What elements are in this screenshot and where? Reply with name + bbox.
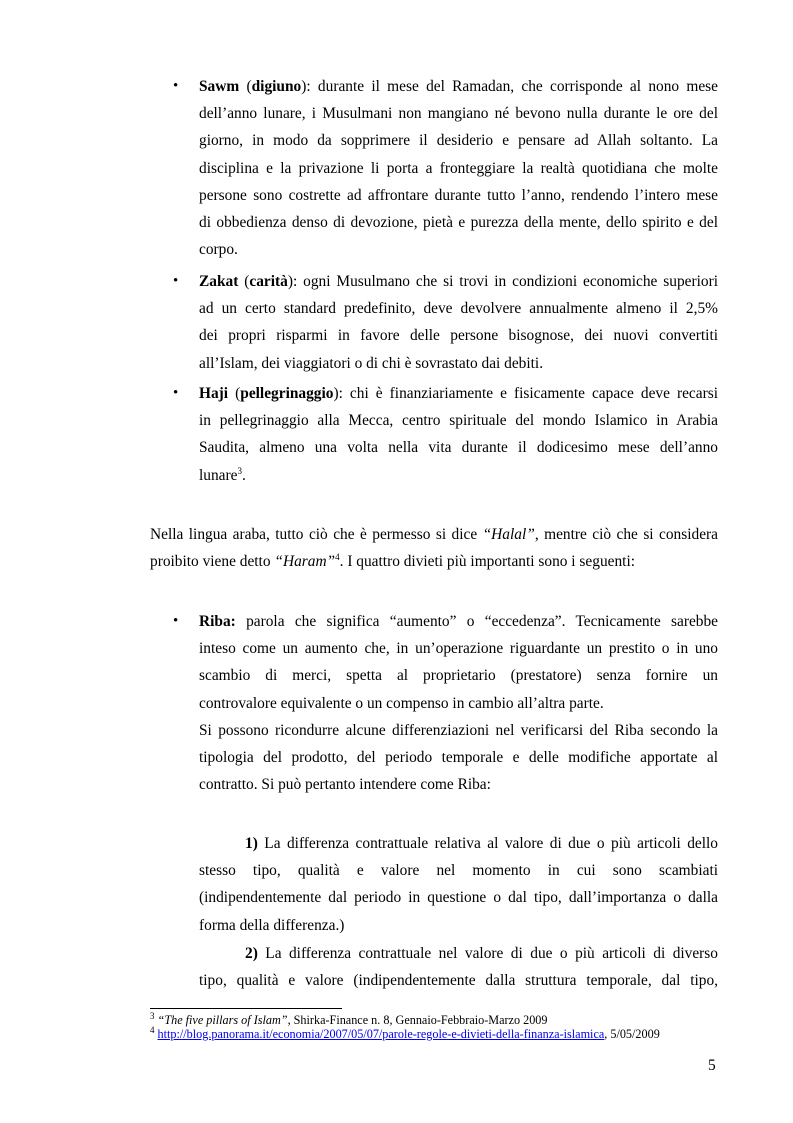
text-line: dei propri risparmi in favore delle persone bisognose, dei nuovi convertiti bbox=[199, 327, 718, 345]
bullet-riba bbox=[173, 608, 718, 798]
text-line: giorno, in modo da sopprimere il desiderio e pensare ad Allah soltanto. La bbox=[199, 132, 718, 150]
text-line: in pellegrinaggio alla Mecca, centro spirituale del mondo Islamico in Arabia bbox=[199, 412, 718, 430]
footnote-4-link[interactable]: http://blog.panorama.it/economia/2007/05/07/parole-regole-e-divieti-della-finanza-islamica bbox=[157, 1027, 605, 1041]
footnote-ref-4[interactable]: 4 bbox=[335, 552, 340, 563]
bullet-riba-line-1: Riba: parola che significa “aumento” o “eccedenza”. Tecnicamente sarebbe bbox=[199, 613, 718, 630]
term-haji: Haji bbox=[199, 385, 229, 402]
gloss-carita: carità bbox=[249, 273, 288, 290]
text-line: scambio di merci, spetta al proprietario (prestatore) senza fornire un bbox=[199, 667, 718, 685]
text-line: contratto. Si può pertanto intendere come Riba: bbox=[199, 776, 491, 794]
text-line: dell’anno lunare, i Musulmani non mangiano né bevono nulla durante le ore del bbox=[199, 105, 718, 123]
text-line: tipologia del prodotto, del periodo temporale e delle modifiche apportate al bbox=[199, 749, 718, 767]
footnote-3: $^3$ “The five pillars of Islam”, Shirka-Finance n. 8, Gennaio-Febbraio-Marzo 2009 bbox=[150, 1010, 548, 1027]
text-line: di obbedienza denso di devozione, pietà e purezza della mente, dello spirito e del bbox=[199, 214, 718, 232]
text-line: forma della differenza.) bbox=[199, 916, 345, 934]
bullet-dot: • bbox=[173, 273, 179, 289]
halal-haram-paragraph bbox=[150, 521, 718, 575]
footnotes bbox=[150, 1010, 750, 1041]
bullet-dot: • bbox=[173, 385, 179, 401]
text-line: 1) La differenza contrattuale relativa al valore di due o più articoli dello bbox=[245, 835, 718, 852]
bullet-sawm-line-1: Sawm (digiuno): durante il mese del Ramadan, che corrisponde al nono mese bbox=[199, 78, 718, 95]
text-line: ad un certo standard predefinito, deve devolvere annualmente almeno il 2,5% bbox=[199, 300, 718, 318]
text-line: Nella lingua araba, tutto ciò che è permesso si dice “Halal”, mentre ciò che si considera bbox=[150, 526, 718, 543]
gloss-pellegrinaggio: pellegrinaggio bbox=[240, 385, 334, 402]
bullet-sawm bbox=[173, 73, 718, 263]
bullet-haji-line-1: Haji (pellegrinaggio): chi è finanziariamente e fisicamente capace deve recarsi bbox=[199, 385, 718, 402]
text-line: 2) La differenza contrattuale nel valore di due o più articoli di diverso bbox=[245, 945, 718, 962]
riba-item-1 bbox=[199, 830, 718, 939]
page-number: 5 bbox=[708, 1057, 716, 1074]
text-line: controvalore equivalente o un compenso in cambio all’altra parte. bbox=[199, 694, 604, 712]
text-line: persone sono costrette ad affrontare durante tutto l’anno, rendendo l’intero mese bbox=[199, 186, 718, 204]
text-line: lunare$^3$. bbox=[199, 465, 246, 484]
footnote-4: $^4$ http://blog.panorama.it/economia/2007/05/07/parole-regole-e-divieti-della-finanza-islamica, 5/05/2009 bbox=[150, 1024, 660, 1041]
text-line: all’Islam, dei viaggiatori o di chi è sovrastato dai debiti. bbox=[199, 354, 544, 372]
riba-item-2 bbox=[199, 940, 718, 994]
text-line: Saudita, almeno una volta nella vita durante il dodicesimo mese dell’anno bbox=[199, 439, 718, 457]
term-halal: “Halal” bbox=[482, 526, 535, 543]
text-line: inteso come un aumento che, in un’operazione riguardante un prestito o in uno bbox=[199, 640, 718, 658]
text-line: stesso tipo, qualità e valore nel momento in cui sono scambiati bbox=[199, 862, 718, 880]
bullet-zakat-line-1: Zakat (carità): ogni Musulmano che si trovi in condizioni economiche superiori bbox=[199, 273, 718, 290]
footnote-separator bbox=[150, 1008, 342, 1009]
text-line: tipo, qualità e valore (indipendentemente dalla struttura temporale, dal tipo, bbox=[199, 972, 718, 990]
term-sawm: Sawm bbox=[199, 78, 240, 95]
text-line: proibito viene detto “Haram”$^4$. I quattro divieti più importanti sono i seguenti: bbox=[150, 552, 636, 571]
text-line: disciplina e la privazione li porta a fronteggiare la realtà quotidiana che molte bbox=[199, 159, 718, 177]
text-line: (indipendentemente dal periodo in questione o dal tipo, dall’importanza o dalla bbox=[199, 889, 718, 907]
bullet-haji bbox=[173, 380, 718, 489]
term-riba: Riba: bbox=[199, 613, 236, 630]
text-line: corpo. bbox=[199, 241, 238, 259]
bullet-dot: • bbox=[173, 613, 179, 629]
bullet-zakat bbox=[173, 268, 718, 377]
footnote-ref-3[interactable]: 3 bbox=[237, 465, 242, 476]
bullet-dot: • bbox=[173, 78, 179, 94]
gloss-digiuno: digiuno bbox=[251, 78, 302, 95]
text-line: Si possono ricondurre alcune differenziazioni nel verificarsi del Riba secondo la bbox=[199, 721, 718, 739]
term-haram: “Haram” bbox=[274, 553, 336, 571]
item-number-2: 2) bbox=[245, 945, 258, 962]
item-number-1: 1) bbox=[245, 835, 258, 852]
term-zakat: Zakat bbox=[199, 273, 239, 290]
